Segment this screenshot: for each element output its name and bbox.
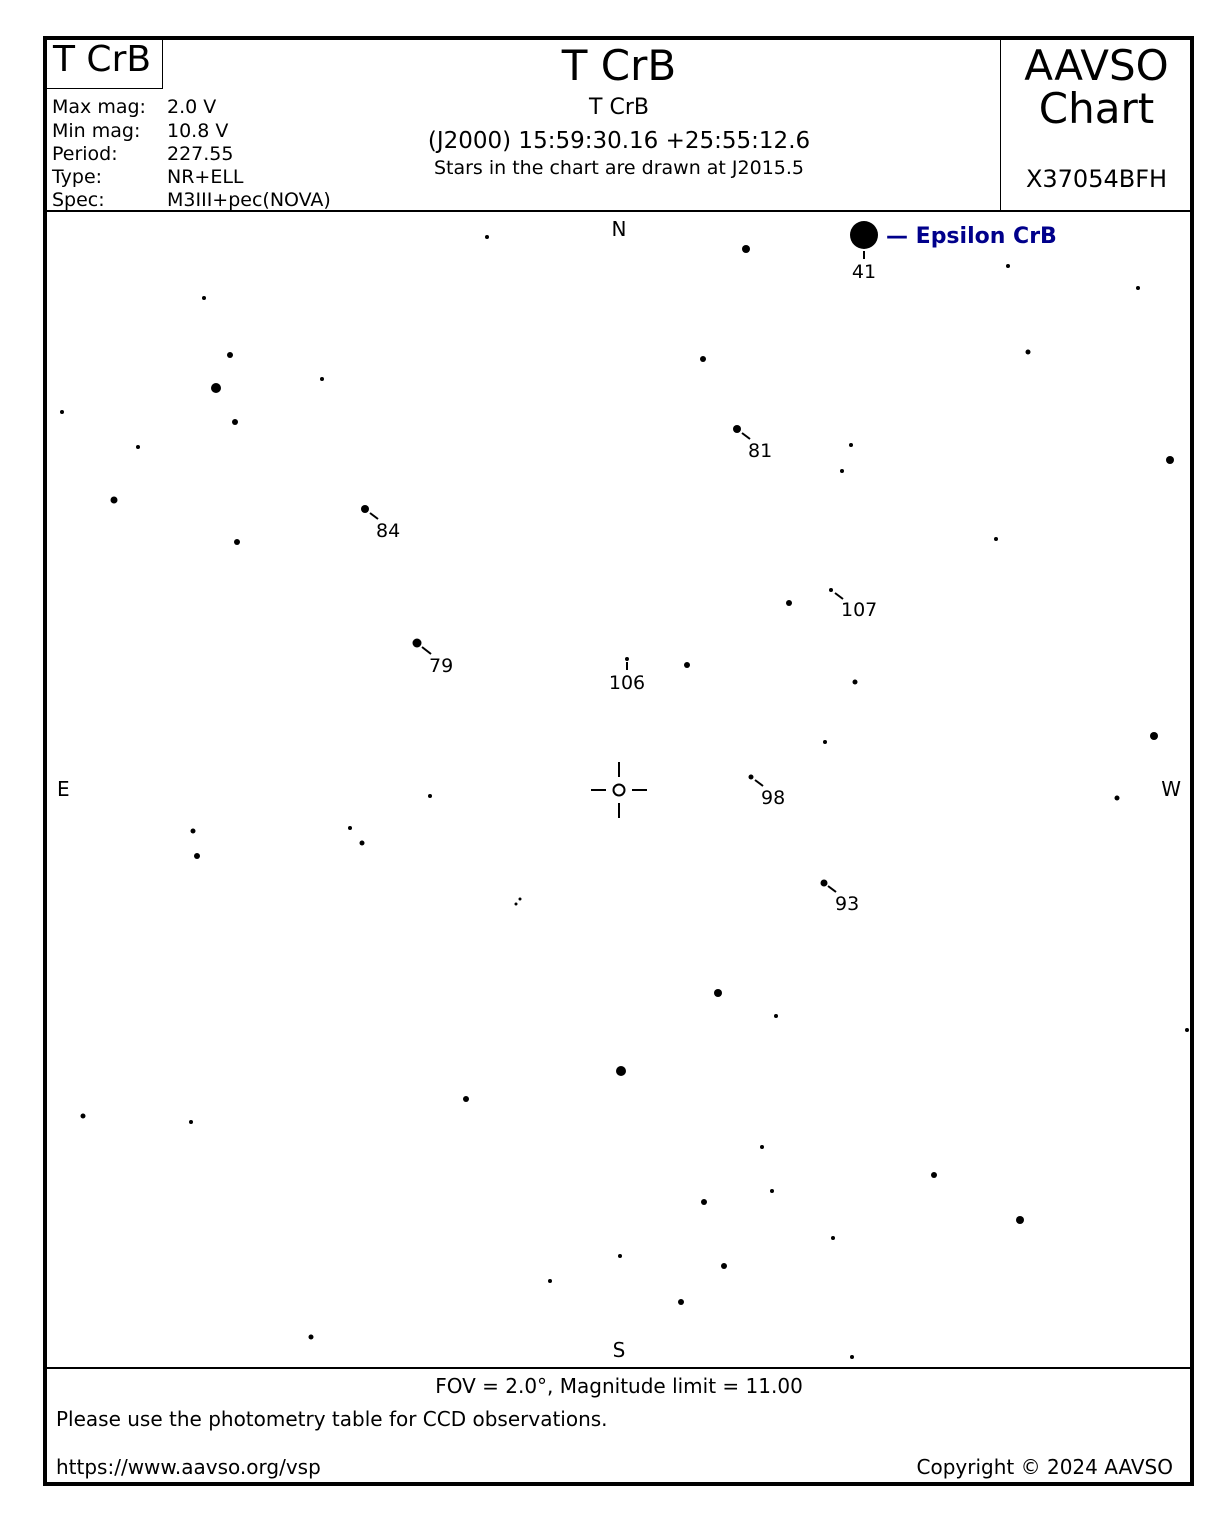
copyright: Copyright © 2024 AAVSO xyxy=(916,1455,1173,1479)
star xyxy=(994,537,998,541)
star xyxy=(616,1066,626,1076)
star xyxy=(60,410,64,414)
leader-line-81 xyxy=(742,433,750,439)
star xyxy=(742,245,750,253)
star xyxy=(770,1189,774,1193)
star xyxy=(853,680,858,685)
star xyxy=(1185,1028,1189,1032)
star xyxy=(227,352,233,358)
star xyxy=(428,794,432,798)
comparison-label-106: 106 xyxy=(608,672,646,694)
star xyxy=(81,1114,86,1119)
direction-east: E xyxy=(57,777,70,801)
info-label-spec: Spec: xyxy=(52,189,105,211)
star xyxy=(232,419,238,425)
direction-north: N xyxy=(611,217,627,241)
info-value-max: 2.0 V xyxy=(167,96,217,118)
star-id: T CrB xyxy=(53,39,152,80)
star xyxy=(684,662,690,668)
star xyxy=(850,1355,854,1359)
chart-title: T CrB xyxy=(561,41,677,90)
leader-line-93 xyxy=(828,886,836,892)
star xyxy=(760,1145,764,1149)
aavso-label-line1: AAVSO xyxy=(1024,41,1169,90)
star xyxy=(234,539,240,545)
comparison-star-93 xyxy=(821,880,828,887)
star xyxy=(1166,456,1174,464)
star xyxy=(1115,796,1120,801)
leader-line-84 xyxy=(370,513,378,519)
info-label-type: Type: xyxy=(52,166,103,188)
fov-text: FOV = 2.0°, Magnitude limit = 11.00 xyxy=(435,1374,803,1398)
star xyxy=(548,1279,552,1283)
chart-subtitle: T CrB xyxy=(589,95,649,120)
star xyxy=(721,1263,727,1269)
star xyxy=(1026,350,1031,355)
star xyxy=(189,1120,193,1124)
star xyxy=(519,898,522,901)
info-label-min: Min mag: xyxy=(52,120,141,142)
star xyxy=(701,1199,707,1205)
star xyxy=(840,469,844,473)
star xyxy=(1150,732,1158,740)
star xyxy=(485,235,489,239)
comparison-label-107: 107 xyxy=(841,599,878,621)
star xyxy=(700,356,706,362)
star xyxy=(1006,264,1010,268)
info-label-max: Max mag: xyxy=(52,96,146,118)
star xyxy=(360,841,365,846)
star xyxy=(111,497,118,504)
info-label-period: Period: xyxy=(52,143,118,165)
comparison-label-84: 84 xyxy=(376,520,401,542)
star xyxy=(1136,286,1140,290)
comparison-star-81 xyxy=(733,425,741,433)
coordinates: (J2000) 15:59:30.16 +25:55:12.6 xyxy=(427,128,811,154)
comparison-label-41: 41 xyxy=(851,261,877,283)
comparison-label-93: 93 xyxy=(835,893,860,915)
star xyxy=(714,989,722,997)
info-value-spec: M3III+pec(NOVA) xyxy=(167,189,331,211)
star xyxy=(823,740,827,744)
star xyxy=(831,1236,835,1240)
star xyxy=(849,443,853,447)
comparison-label-81: 81 xyxy=(748,440,773,462)
comparison-star-84 xyxy=(361,505,369,513)
star xyxy=(774,1014,778,1018)
comparison-stars xyxy=(361,221,878,892)
star xyxy=(348,826,352,830)
star xyxy=(931,1172,937,1178)
epoch-note: Stars in the chart are drawn at J2015.5 xyxy=(433,157,805,179)
star xyxy=(463,1096,469,1102)
field-stars xyxy=(60,235,1189,1359)
target-marker xyxy=(591,762,647,818)
star xyxy=(309,1335,314,1340)
star xyxy=(211,383,221,393)
star xyxy=(191,829,196,834)
star xyxy=(194,853,200,859)
comparison-star-106 xyxy=(625,657,629,661)
direction-south: S xyxy=(612,1338,626,1362)
star xyxy=(678,1299,684,1305)
leader-line-79 xyxy=(422,647,431,654)
aavso-label-line2: Chart xyxy=(1038,84,1155,133)
info-value-type: NR+ELL xyxy=(167,166,244,188)
star xyxy=(515,903,518,906)
star xyxy=(786,600,792,606)
comparison-label-79: 79 xyxy=(429,655,454,677)
direction-west: W xyxy=(1161,777,1181,801)
vsp-link[interactable]: https://www.aavso.org/vsp xyxy=(56,1455,321,1479)
chart-id: X37054BFH xyxy=(1025,165,1168,193)
star xyxy=(136,445,140,449)
comparison-label-98: 98 xyxy=(761,787,786,809)
info-value-min: 10.8 V xyxy=(167,120,229,142)
named-star-label: — Epsilon CrB xyxy=(886,224,1057,249)
comparison-star-41 xyxy=(850,221,878,249)
info-value-period: 227.55 xyxy=(167,143,234,165)
star xyxy=(320,377,324,381)
target-circle xyxy=(614,785,625,796)
leader-line-98 xyxy=(755,780,763,786)
ccd-note: Please use the photometry table for CCD observations. xyxy=(56,1407,608,1431)
star xyxy=(202,296,206,300)
star xyxy=(1016,1216,1024,1224)
comparison-star-107 xyxy=(829,588,833,592)
comparison-star-79 xyxy=(413,639,422,648)
star xyxy=(618,1254,622,1258)
comparison-star-98 xyxy=(749,775,754,780)
